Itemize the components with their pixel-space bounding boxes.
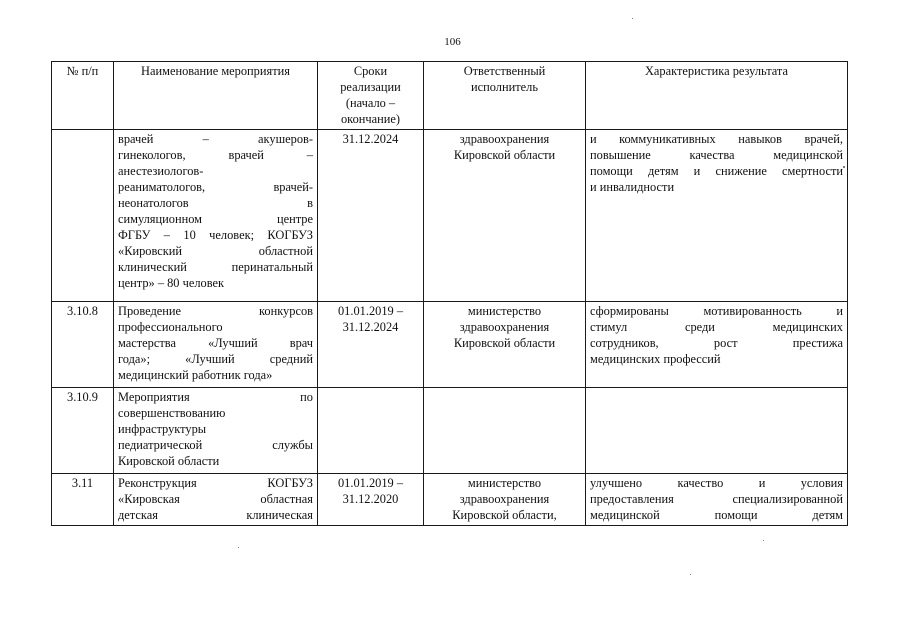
- row-responsible: министерство здравоохранения Кировской области,: [424, 474, 586, 526]
- scan-speck: [690, 574, 691, 575]
- header-timing: Сроки реализации (начало – окончание): [318, 62, 424, 130]
- row-number: 3.10.9: [52, 388, 114, 474]
- measures-table: [51, 61, 848, 526]
- header-responsible: Ответственный исполнитель: [424, 62, 586, 130]
- scan-speck: [763, 540, 764, 541]
- row-timing: [318, 388, 424, 474]
- table-header-row: [52, 62, 848, 130]
- table-row: [52, 474, 848, 526]
- row-result: сформированы мотивированность и стимул среди медицинских сотрудников, рост престижа медицинских профессий: [586, 302, 848, 388]
- row-result: [586, 388, 848, 474]
- row-number: [52, 130, 114, 302]
- row-number: 3.10.8: [52, 302, 114, 388]
- row-name: Мероприятия по совершенствованию инфраструктуры педиатрической службы Кировской области: [114, 388, 318, 474]
- header-name: Наименование мероприятия: [114, 62, 318, 130]
- scan-speck: [632, 18, 633, 19]
- row-name: Реконструкция КОГБУЗ «Кировская областная детская клиническая: [114, 474, 318, 526]
- row-name: Проведение конкурсов профессионального мастерства «Лучший врач года»; «Лучший средний медицинский работник года»: [114, 302, 318, 388]
- row-result: улучшено качество и условия предоставления специализированной медицинской помощи детям: [586, 474, 848, 526]
- row-responsible: министерство здравоохранения Кировской области: [424, 302, 586, 388]
- table-row: [52, 302, 848, 388]
- row-timing: 01.01.2019 – 31.12.2020: [318, 474, 424, 526]
- row-name: врачей – акушеров- гинекологов, врачей – анестезиологов- реаниматологов, врачей- неонатологов в симуляционном центре ФГБУ – 10 человек; КОГБУЗ «Кировский областной клинический перинатальный центр» – 80 человек: [114, 130, 318, 302]
- row-responsible: [424, 388, 586, 474]
- row-timing: 31.12.2024: [318, 130, 424, 302]
- scan-speck: [843, 166, 845, 168]
- row-result: и коммуникативных навыков врачей, повышение качества медицинской помощи детям и снижение смертности и инвалидности: [586, 130, 848, 302]
- header-number: № п/п: [52, 62, 114, 130]
- row-number: 3.11: [52, 474, 114, 526]
- header-result: Характеристика результата: [586, 62, 848, 130]
- table-row: [52, 130, 848, 302]
- row-responsible: здравоохранения Кировской области: [424, 130, 586, 302]
- table-row: [52, 388, 848, 474]
- row-timing: 01.01.2019 – 31.12.2024: [318, 302, 424, 388]
- scan-speck: [238, 547, 239, 548]
- page-number: 106: [444, 36, 461, 48]
